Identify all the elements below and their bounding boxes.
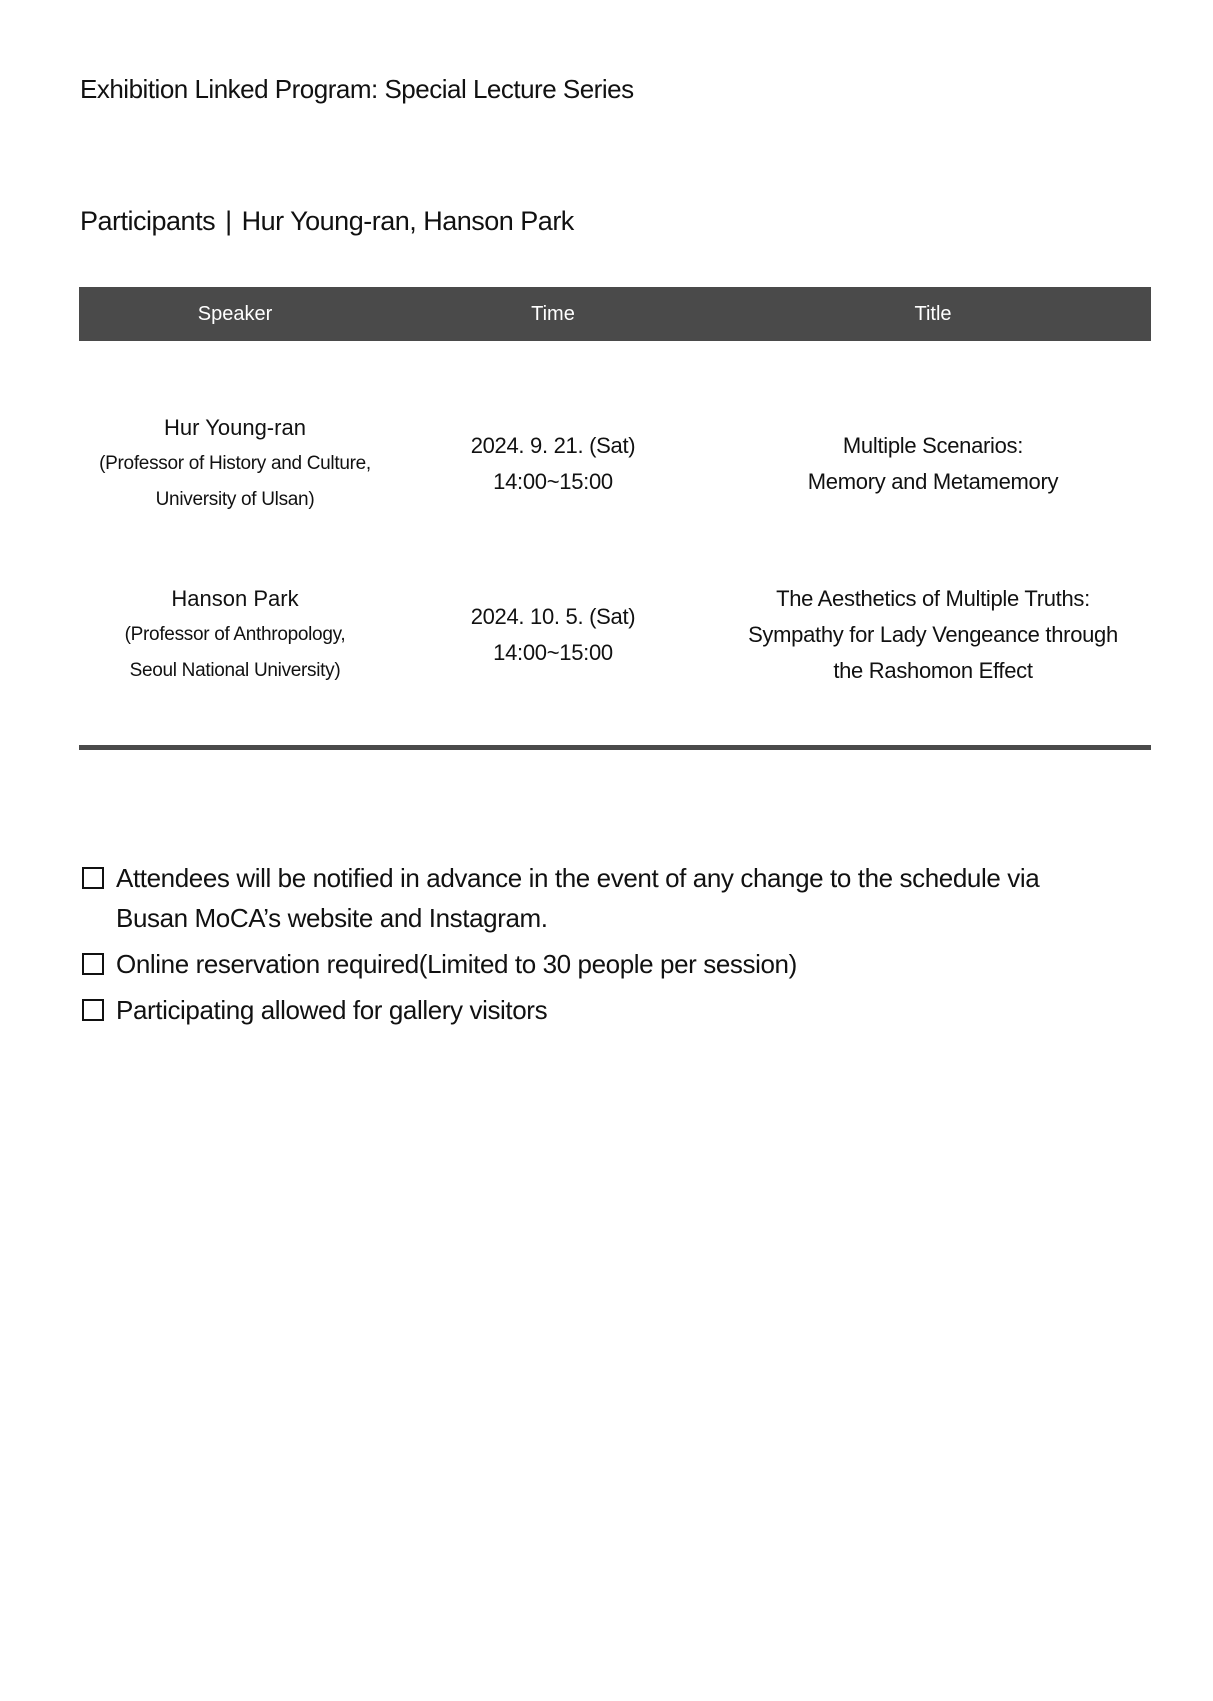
- lecture-title-line: The Aesthetics of Multiple Truths:: [776, 586, 1090, 611]
- note-line: Busan MoCA’s website and Instagram.: [116, 903, 548, 933]
- lecture-date: 2024. 10. 5. (Sat): [470, 604, 636, 629]
- note-line: Attendees will be notified in advance in the event of any change to the schedule via: [116, 863, 1040, 893]
- time-cell: [391, 599, 715, 671]
- participants-label: Participants: [80, 206, 216, 236]
- note-line: Participating allowed for gallery visitors: [116, 995, 548, 1025]
- column-header-time: Time: [531, 302, 575, 325]
- column-header-title: Title: [914, 302, 952, 325]
- checkbox-icon: [82, 999, 104, 1021]
- lecture-title-line: Memory and Metamemory: [807, 469, 1059, 494]
- page-title: Exhibition Linked Program: Special Lecture Series: [80, 74, 634, 104]
- time-cell: [391, 428, 715, 500]
- checkbox-icon: [82, 953, 104, 975]
- checkbox-icon: [82, 867, 104, 889]
- note-text: [116, 858, 1039, 938]
- lecture-time: 14:00~15:00: [493, 640, 613, 665]
- note-line: Online reservation required(Limited to 30 people per session): [116, 949, 797, 979]
- lecture-time: 14:00~15:00: [493, 469, 613, 494]
- column-header-speaker: Speaker: [197, 302, 273, 325]
- list-item: [82, 944, 1152, 984]
- note-text: [116, 944, 797, 984]
- table-row: [79, 559, 1151, 711]
- table-header: [79, 287, 1151, 341]
- participants-line: [80, 206, 574, 237]
- title-cell: [715, 428, 1151, 500]
- participants-names: Hur Young-ran, Hanson Park: [241, 206, 574, 236]
- speaker-affiliation: (Professor of History and Culture,: [99, 453, 371, 474]
- lecture-date: 2024. 9. 21. (Sat): [470, 433, 636, 458]
- list-item: [82, 858, 1152, 938]
- lecture-schedule-table: [79, 287, 1151, 750]
- title-cell: [715, 581, 1151, 689]
- note-text: [116, 990, 547, 1030]
- lecture-title-line: Multiple Scenarios:: [842, 433, 1024, 458]
- participants-separator: |: [225, 206, 232, 236]
- table-row: [79, 389, 1151, 539]
- table-bottom-rule: [79, 745, 1151, 750]
- speaker-cell: [79, 581, 391, 689]
- speaker-affiliation: (Professor of Anthropology,: [124, 624, 346, 645]
- speaker-affiliation: Seoul National University): [129, 660, 341, 681]
- speaker-name: Hur Young-ran: [164, 415, 306, 440]
- list-item: [82, 990, 1152, 1030]
- speaker-affiliation: University of Ulsan): [155, 489, 315, 510]
- speaker-cell: [79, 410, 391, 518]
- lecture-title-line: the Rashomon Effect: [833, 658, 1033, 683]
- notes-list: [82, 858, 1152, 1036]
- speaker-name: Hanson Park: [171, 586, 299, 611]
- lecture-title-line: Sympathy for Lady Vengeance through: [748, 622, 1118, 647]
